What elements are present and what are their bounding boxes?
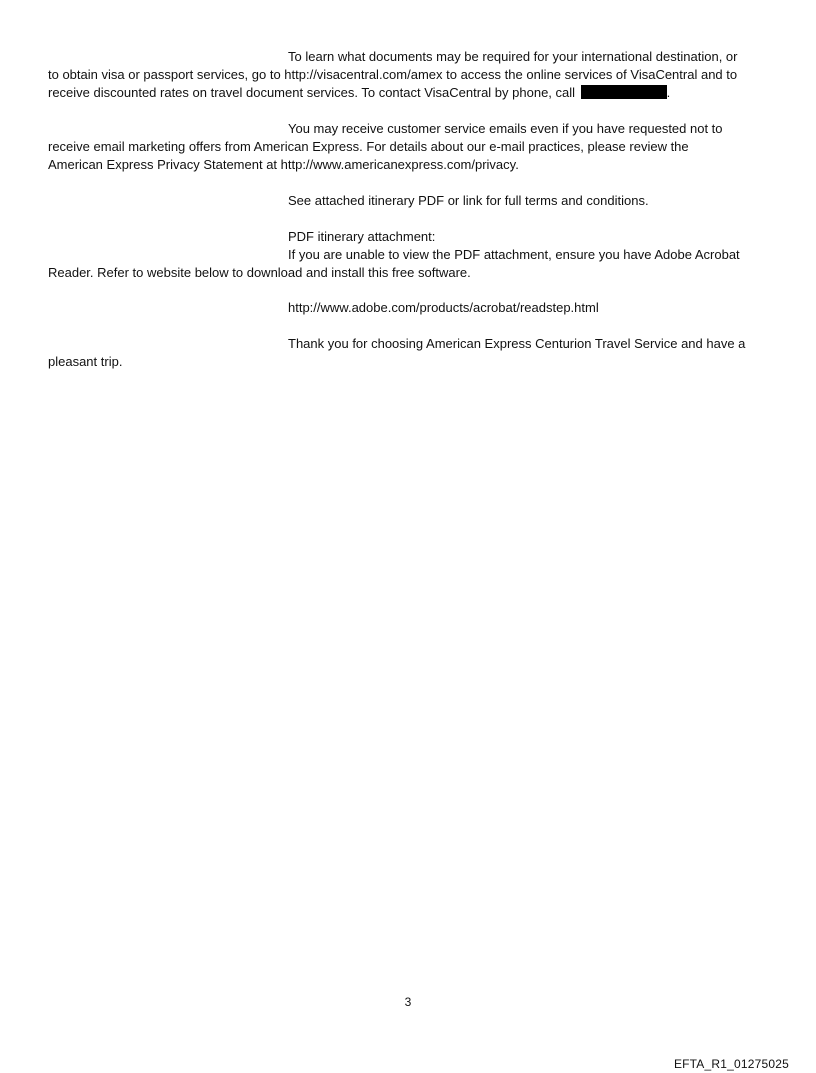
visa-line-3 xyxy=(48,84,770,102)
adobe-link-paragraph xyxy=(48,299,770,317)
thanks-line-2: pleasant trip. xyxy=(48,354,123,369)
thanks-paragraph xyxy=(48,335,770,371)
redacted-phone-number xyxy=(581,85,667,99)
pdf-line-2: Reader. Refer to website below to download and install this free software. xyxy=(48,265,471,280)
terms-paragraph xyxy=(48,192,770,210)
pdf-line-1: If you are unable to view the PDF attachment, ensure you have Adobe Acrobat xyxy=(288,247,740,262)
visa-paragraph xyxy=(48,48,770,102)
visa-line-3-end: . xyxy=(666,85,671,100)
page-number: 3 xyxy=(404,995,412,1009)
pdf-heading: PDF itinerary attachment: xyxy=(288,229,436,244)
pdf-paragraph xyxy=(48,228,770,282)
privacy-paragraph xyxy=(48,120,770,174)
privacy-line-2: receive email marketing offers from American Express. For details about our e-mail practices, please review the xyxy=(48,139,689,154)
document-id: EFTA_R1_01275025 xyxy=(673,1057,789,1071)
visa-line-3-text: receive discounted rates on travel document services. To contact VisaCentral by phone, call xyxy=(48,85,576,100)
privacy-line-1: You may receive customer service emails even if you have requested not to xyxy=(288,121,723,136)
thanks-line-1: Thank you for choosing American Express Centurion Travel Service and have a xyxy=(288,336,746,351)
visa-line-2: to obtain visa or passport services, go to http://visacentral.com/amex to access the online services of VisaCentral and to xyxy=(48,67,738,82)
adobe-link: http://www.adobe.com/products/acrobat/readstep.html xyxy=(288,300,599,315)
visa-line-1: To learn what documents may be required for your international destination, or xyxy=(288,49,738,64)
privacy-line-3: American Express Privacy Statement at http://www.americanexpress.com/privacy. xyxy=(48,157,519,172)
terms-line-1: See attached itinerary PDF or link for full terms and conditions. xyxy=(288,193,649,208)
